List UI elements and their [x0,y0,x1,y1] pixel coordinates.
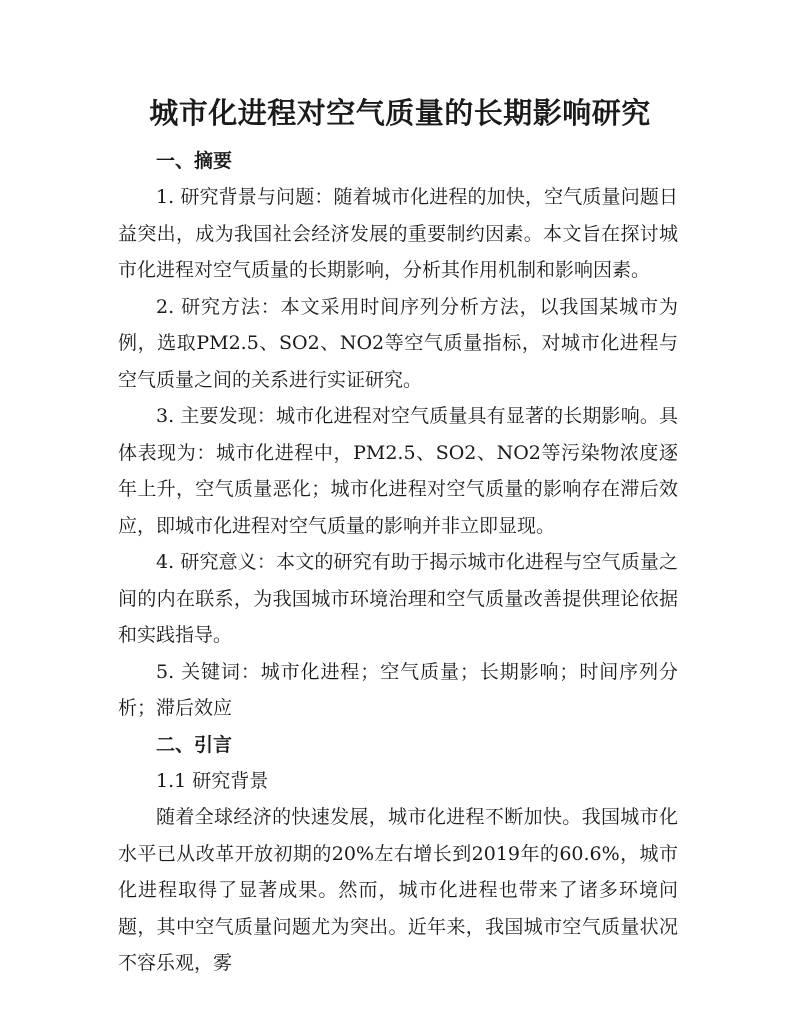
abstract-item: 4. 研究意义：本文的研究有助于揭示城市化进程与空气质量之间的内在联系，为我国城市环境治理和空气质量改善提供理论依据和实践指导。 [118,551,678,646]
section-heading-abstract: 一、摘要 [156,150,233,172]
document-title: 城市化进程对空气质量的长期影响研究 [149,96,651,130]
abstract-item: 5. 关键词：城市化进程；空气质量；长期影响；时间序列分析；滞后效应 [118,660,678,719]
body-paragraph: 随着全球经济的快速发展，城市化进程不断加快。我国城市化水平已从改革开放初期的20%左右增长到2019年的60.6%，城市化进程取得了显著成果。然而，城市化进程也带来了诸多环境问题，其中空气质量问题尤为突出。近年来，我国城市空气质量状况不容乐观，雾 [118,806,678,974]
abstract-item: 3. 主要发现：城市化进程对空气质量具有显著的长期影响。具体表现为：城市化进程中，PM2.5、SO2、NO2等污染物浓度逐年上升，空气质量恶化；城市化进程对空气质量的影响存在滞后效应，即城市化进程对空气质量的影响并非立即显现。 [118,405,678,537]
abstract-item: 1. 研究背景与问题：随着城市化进程的加快，空气质量问题日益突出，成为我国社会经济发展的重要制约因素。本文旨在探讨城市化进程对空气质量的长期影响，分析其作用机制和影响因素。 [118,186,678,281]
document-body [118,143,678,982]
abstract-item: 2. 研究方法：本文采用时间序列分析方法，以我国某城市为例，选取PM2.5、SO2、NO2等空气质量指标，对城市化进程与空气质量之间的关系进行实证研究。 [118,295,678,391]
subsection-heading: 1.1 研究背景 [156,769,269,792]
section-heading-intro: 二、引言 [156,733,233,756]
